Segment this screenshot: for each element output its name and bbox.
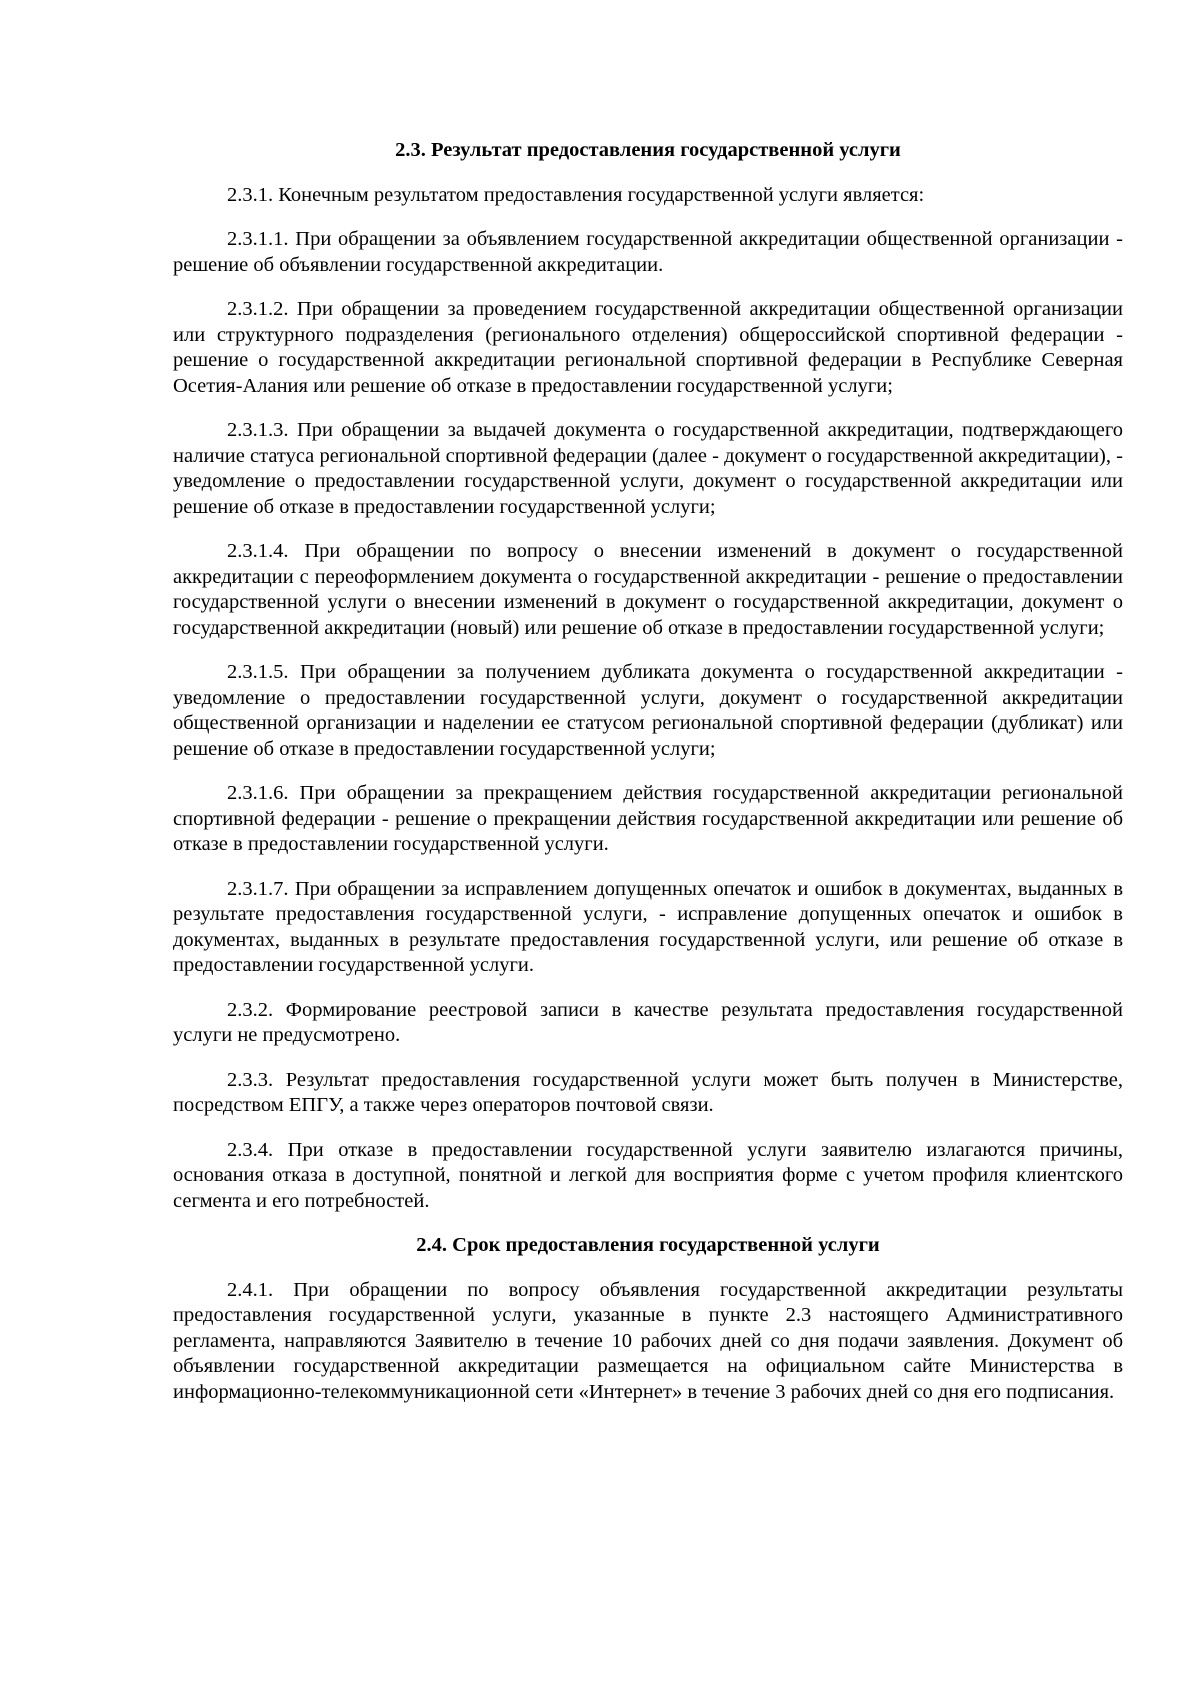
paragraph-2-3-1: 2.3.1. Конечным результатом предоставления государственной услуги является: <box>227 183 925 206</box>
paragraph-2-3-1-6: 2.3.1.6. При обращении за прекращением действия государственной аккредитации региональной спортивной федерации - решение о прекращении действия государственной аккредитации или решение об отказе в предоставлении государственной услуги. <box>173 782 1123 855</box>
paragraph-2-3-1-7: 2.3.1.7. При обращении за исправлением допущенных опечаток и ошибок в документах, выданных в результате предоставления государственной услуги, - исправление допущенных опечаток и ошибок в документах, выданных в результате предоставления государственной услуги, или решение об отказе в предоставлении государственной услуги. <box>173 877 1123 976</box>
section-2-3-heading: 2.3. Результат предоставления государственной услуги <box>395 139 901 161</box>
document-page <box>173 138 1123 1424</box>
paragraph-2-3-4: 2.3.4. При отказе в предоставлении государственной услуги заявителю излагаются причины, основания отказа в доступной, понятной и легкой для восприятия форме с учетом профиля клиентского сегмента и его потребностей. <box>173 1138 1123 1212</box>
paragraph-2-3-2: 2.3.2. Формирование реестровой записи в качестве результата предоставления государственной услуги не предусмотрено. <box>173 998 1123 1046</box>
paragraph-2-3-1-4: 2.3.1.4. При обращении по вопросу о внесении изменений в документ о государственной аккредитации с переоформлением документа о государственной аккредитации - решение о предоставлении государственной услуги о внесении изменений в документ о государственной аккредитации, документ о государственной аккредитации (новый) или решение об отказе в предоставлении государственной услуги; <box>173 540 1123 639</box>
paragraph-2-3-3: 2.3.3. Результат предоставления государственной услуги может быть получен в Министерстве, посредством ЕПГУ, а также через операторов почтовой связи. <box>173 1068 1123 1116</box>
paragraph-2-3-1-2: 2.3.1.2. При обращении за проведением государственной аккредитации общественной организации или структурного подразделения (регионального отделения) общероссийской спортивной федерации - решение о государственной аккредитации региональной спортивной федерации в Республике Северная Осетия-Алания или решение об отказе в предоставлении государственной услуги; <box>173 298 1123 397</box>
paragraph-2-3-1-5: 2.3.1.5. При обращении за получением дубликата документа о государственной аккредитации - уведомление о предоставлении государственной услуги, документ о государственной аккредитации общественной организации и наделении ее статусом региональной спортивной федерации (дубликат) или решение об отказе в предоставлении государственной услуги; <box>173 661 1123 760</box>
paragraph-2-3-1-3: 2.3.1.3. При обращении за выдачей документа о государственной аккредитации, подтверждающего наличие статуса региональной спортивной федерации (далее - документ о государственной аккредитации), - уведомление о предоставлении государственной услуги, документ о государственной аккредитации или решение об отказе в предоставлении государственной услуги; <box>173 419 1123 518</box>
paragraph-2-3-1-1: 2.3.1.1. При обращении за объявлением государственной аккредитации общественной организации - решение об объявлении государственной аккредитации. <box>173 228 1123 276</box>
section-2-4-heading: 2.4. Срок предоставления государственной услуги <box>416 1234 880 1256</box>
paragraph-2-4-1: 2.4.1. При обращении по вопросу объявления государственной аккредитации результаты предоставления государственной услуги, указанные в пункте 2.3 настоящего Административного регламента, направляются Заявителю в течение 10 рабочих дней со дня подачи заявления. Документ об объявлении государственной аккредитации размещается на официальном сайте Министерства в информационно-телекоммуникационной сети «Интернет» в течение 3 рабочих дней со дня его подписания. <box>173 1278 1123 1403</box>
